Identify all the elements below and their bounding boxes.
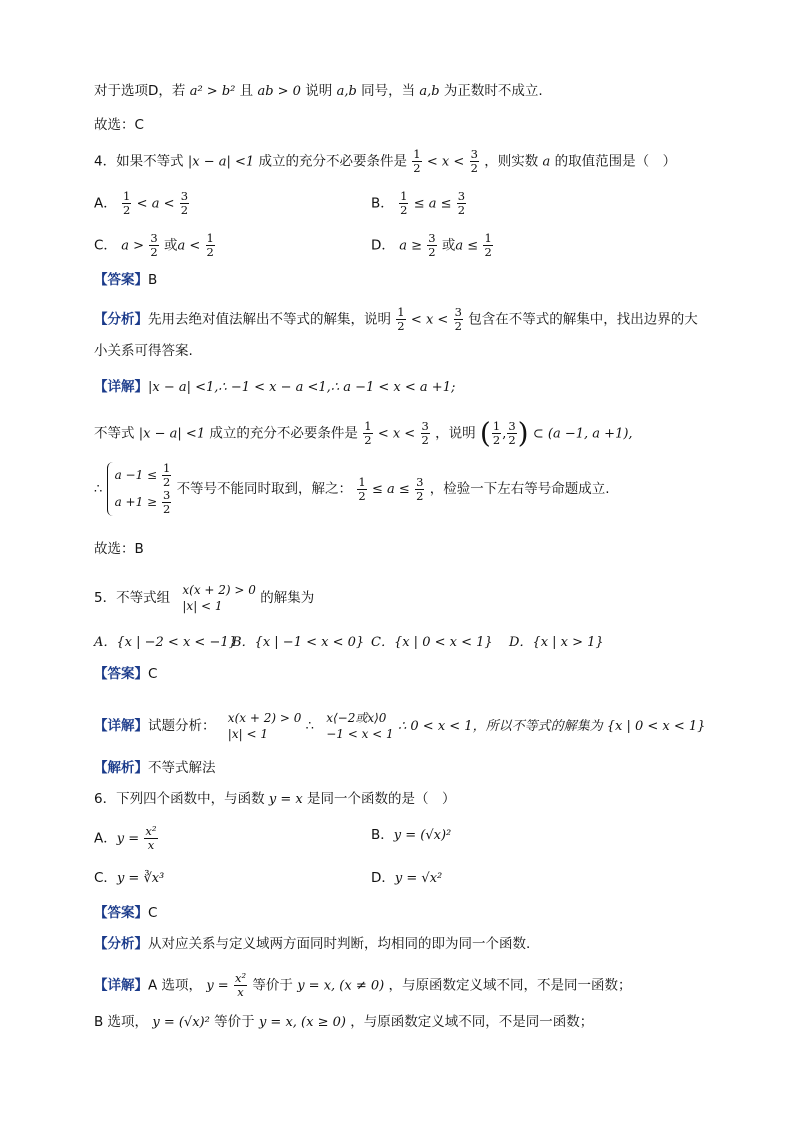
analysis-line-2: 小关系可得答案. xyxy=(94,343,193,359)
equation-system: x(x + 2) > 0 |x| < 1 xyxy=(182,583,256,613)
analysis-line: 【分析】从对应关系与定义域两方面同时判断，均相同的即为同一个函数. xyxy=(94,936,531,952)
math: a² > b² xyxy=(189,84,236,99)
text-line xyxy=(94,81,543,102)
detail-line: 【详解】|x − a| <1,∴ −1 < x − a <1,∴ a −1 < x < a +1; xyxy=(94,379,456,395)
equation-system: a −1 ≤ $\frac{1}{2}$ a +1 ≥ $\frac{3}{2}$ xyxy=(107,462,173,516)
text: 的取值范围是（ ） xyxy=(554,153,677,170)
text: 对于选项D，若 xyxy=(94,83,186,99)
fraction: $\frac{3}{2}$ xyxy=(470,147,478,175)
jiexi-line: 【解析】不等式解法 xyxy=(94,760,216,776)
math: a,b xyxy=(336,84,357,99)
detail-line-2: 不等式 |x − a| <1 成立的充分不必要条件是 $\frac{1}{2}$ < x < $\frac{3}{2}$ ，说明 ( $\frac{1}{2}$ , $\frac{3}{2}$ ) ⊂ (a −1, a +1), xyxy=(94,416,633,450)
text: 成立的充分不必要条件是 xyxy=(258,153,407,170)
text: 说明 xyxy=(305,83,333,99)
question-5-stem: 5．不等式组 x(x + 2) > 0 |x| < 1 的解集为 xyxy=(94,583,315,613)
text: ，则实数 xyxy=(484,153,539,170)
option-c: C． a > $\frac{3}{2}$ 或a < $\frac{1}{2}$ xyxy=(94,231,214,259)
math: < x < xyxy=(426,154,465,170)
detail-line: 【详解】试题分析： x(x + 2) > 0 |x| < 1 ∴ x⟨−2或x⟩0 −1 < x < 1 ∴ 0 < x < 1，所以不等式的解集为 {x | 0 < x < 1} xyxy=(94,711,706,741)
option-d: D．y = √x² xyxy=(371,870,443,886)
answer-line: 【答案】C xyxy=(94,905,158,921)
conclusion-line: 故选：C xyxy=(94,117,144,133)
analysis-line: 【分析】先用去绝对值法解出不等式的解集，说明 $\frac{1}{2}$ < x < $\frac{3}{2}$ 包含在不等式的解集中，找出边界的大 xyxy=(94,305,698,333)
answer-line: 【答案】C xyxy=(94,666,158,682)
option-b: B．{x | −1 < x < 0} xyxy=(232,635,365,650)
text: 同号，当 xyxy=(361,83,416,99)
option-c: C．y = ∛x³ xyxy=(94,870,165,886)
math: a xyxy=(542,154,551,170)
text: 且 xyxy=(239,83,254,99)
answer-line: 【答案】B xyxy=(94,272,158,288)
question-4-stem xyxy=(94,148,676,175)
option-a: A． $\frac{1}{2}$ < a < $\frac{3}{2}$ xyxy=(94,189,189,217)
option-b: B．y = (√x)² xyxy=(371,827,452,843)
conclusion-line: 故选：B xyxy=(94,541,144,557)
math: ab > 0 xyxy=(257,84,301,99)
option-c: C．{x | 0 < x < 1} xyxy=(371,635,493,650)
detail-line: 【详解】A 选项， y = $\frac{\text{x²}}{x}$ 等价于 y = x, (x ≠ 0) ，与原函数定义域不同，不是同一函数； xyxy=(94,971,632,999)
option-d: D． a ≥ $\frac{3}{2}$ 或a ≤ $\frac{1}{2}$ xyxy=(371,231,492,259)
equation-system: x⟨−2或x⟩0 −1 < x < 1 xyxy=(326,711,394,741)
option-a: A．{x | −2 < x < −1} xyxy=(94,635,237,650)
fraction: $\frac{1}{2}$ xyxy=(413,147,421,175)
option-b: B． $\frac{1}{2}$ ≤ a ≤ $\frac{3}{2}$ xyxy=(371,189,466,217)
option-a: A．y = $\frac{\text{x²}}{x}$ xyxy=(94,824,157,852)
text: 为正数时不成立. xyxy=(443,83,543,99)
equation-system: x(x + 2) > 0 |x| < 1 xyxy=(227,711,302,741)
text: 4．如果不等式 xyxy=(94,153,184,170)
detail-line-3: ∴ a −1 ≤ $\frac{1}{2}$ a +1 ≥ $\frac{3}{2}$ 不等号不能同时取到，解之： $\frac{1}{2}$ ≤ a ≤ $\frac{3}{2}$ ，检验一下左右等号命题成立. xyxy=(94,461,610,516)
math: a,b xyxy=(419,84,440,99)
option-d: D．{x | x > 1} xyxy=(509,635,604,650)
question-6-stem: 6．下列四个函数中，与函数 y = x 是同一个函数的是（ ） xyxy=(94,791,456,807)
detail-line-2: B 选项， y = (√x)² 等价于 y = x, (x ≥ 0) ，与原函数定义域不同，不是同一函数； xyxy=(94,1014,594,1030)
math: |x − a| <1 xyxy=(187,154,255,170)
